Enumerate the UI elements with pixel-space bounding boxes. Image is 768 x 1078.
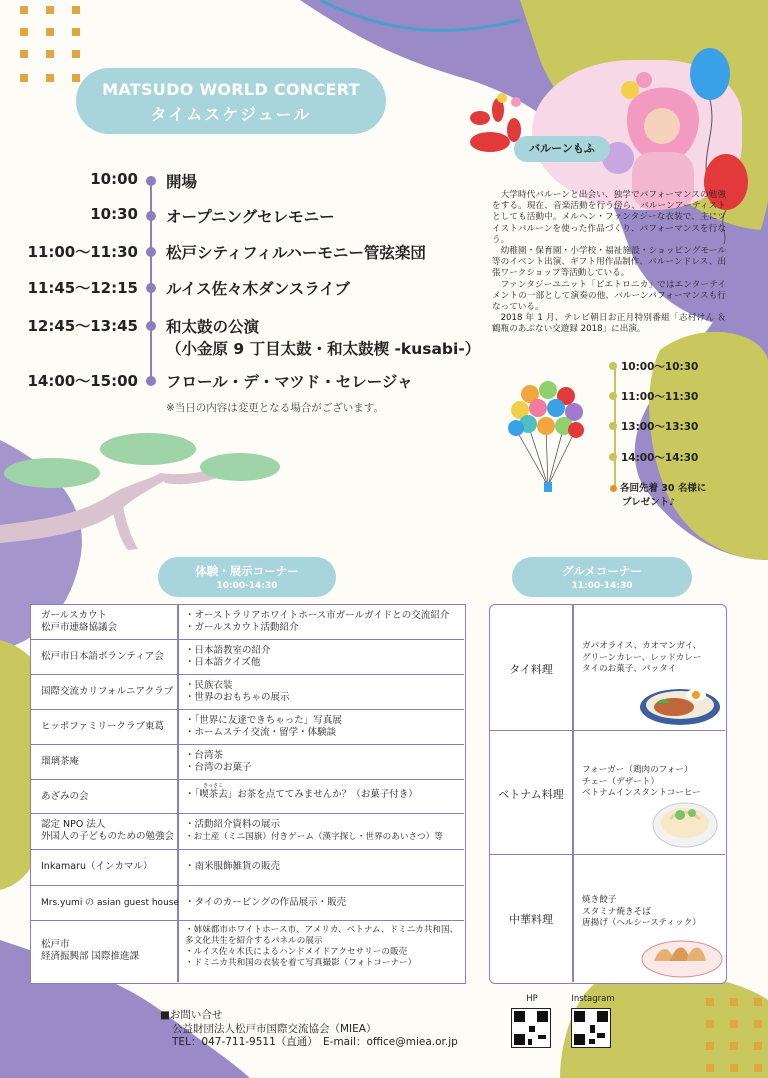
performance-time-dot [609,422,617,430]
performer-desc-paragraph: ファンタジーユニット「ピエトロニカ」ではエンターテイメントの一部として演奏の他、バルーンパフォーマンスも行なっている。 [492,279,726,313]
schedule-title: 和太鼓の公演 [166,318,260,336]
performance-time: 14:00〜14:30 [621,452,699,464]
contact-heading: ■お問い合せ [160,1009,223,1021]
gourmet-time: 11:00-14:30 [571,581,633,591]
schedule-title: フロール・デ・マツド・セレージャ [166,373,413,391]
gyoza-plate-icon [640,935,724,979]
exhibitor-name: Inkamaru（インカマル） [41,861,153,872]
pho-bowl-icon [650,799,720,851]
schedule-dot [146,176,156,186]
table-row [31,886,464,921]
performer-desc-paragraph: 2018 年 1 月、テレビ朝日お正月特別番組「志村けん ＆ 鶴瓶のあぶない交遊録 2018」に出演。 [492,313,726,335]
schedule-time: 14:00〜15:00 [27,372,138,390]
exhibitor-name: Mrs.yumi の asian guest house [41,898,179,908]
schedule-dot [146,321,156,331]
table-row [31,780,464,814]
exhibitor-name: 松戸市日本語ボランティア会 [41,651,164,662]
table-row [31,745,464,780]
schedule-item [0,241,520,265]
cuisine-label: タイ料理 [509,663,553,676]
table-row [490,605,725,731]
instagram-qr-block [571,994,615,1048]
hp-label: HP [526,994,538,1004]
hp-qr-code[interactable] [511,1008,551,1048]
experience-title: 体験・展示コーナー [195,564,299,578]
performer-desc-paragraph: 幼稚園・保育園・小学校・福祉施設・ショッピングモール等のイベント出演、ギフト用作品制作、バルーンドレス、出張ワークショップ等活動している。 [492,246,726,279]
exhibitor-name: 認定 NPO 法人 外国人の子どものための勉強会 [41,819,175,842]
schedule-dot [146,376,156,386]
cuisine-label: ベトナム料理 [498,788,564,801]
schedule-time: 12:45〜13:45 [27,317,138,335]
schedule-item [0,205,520,229]
exhibit-desc: ・姉妹都市ホワイトホース市、アメリカ、ベトナム、ドミニカ共和国、多文化共生を紹介するパネルの展示 ・ルイス佐々木氏によるハンドメイドアクセサリーの販売 ・ドミニカ共和国の衣装を着て写真撮影（フォトコーナー） [185,925,459,968]
gourmet-title: グルメコーナー [562,564,642,578]
exhibit-desc: ・台湾茶 ・台湾のお菓子 [185,750,252,773]
schedule-dot [146,247,156,257]
schedule-time: 11:45〜12:15 [27,279,138,297]
table-row [31,640,464,675]
exhibit-desc: ・南米服飾雑貨の販売 [185,861,281,872]
schedule-item [0,370,520,394]
performance-time-item [609,420,749,434]
schedule-title: オープニングセレモニー [166,208,335,226]
performer-name-label: バルーンもふ [514,136,610,162]
schedule-dot [146,283,156,293]
schedule-item [0,315,520,357]
table-row [31,675,464,710]
exhibit-desc: ・｢世界に友達できちゃった」写真展 ・ホームステイ交流・留学・体験談 [185,715,342,738]
gourmet-section-header [512,557,692,597]
gift-note [610,482,706,510]
schedule-item [0,277,520,301]
exhibitor-name: 国際交流カリフォルニアクラブ [41,686,174,697]
schedule-item [0,170,520,194]
exhibitor-name: ガールスカウト 松戸市連絡協議会 [41,610,118,633]
performance-time: 13:00〜13:30 [621,421,699,433]
cuisine-items: フォーガー（鶏肉のフォー） チェー（デザート） ベトナムインスタントコーヒー [582,765,701,798]
balloon-bunch-icon [506,378,586,498]
performance-time-dot [609,392,617,400]
title-banner [76,68,386,134]
performer-desc-paragraph: 大学時代バルーンと出会い、独学でパフォーマンスの勉強をする。現在、音楽活動を行う傍ら、バルーンアーティストとしても活動中。メルヘン・ファンタジーな衣装で、主にツイストバルーンを使った作品づくり、パフォーマンスを行なう。 [492,190,726,245]
table-row [31,605,464,640]
performer-description [492,190,726,336]
thai-food-icon [638,675,722,727]
experience-table [30,604,466,984]
schedule-note: ※当日の内容は変更となる場合がございます。 [166,402,384,414]
cuisine-items: ガパオライス、カオマンガイ、 グリーンカレー、レッドカレー タイのお菓子、パッタイ [582,641,702,674]
schedule-dot [146,211,156,221]
contact-org: 公益財団法人松戸市国際交流協会（MIEA） [172,1022,377,1035]
performance-time-item [609,390,749,404]
exhibitor-name: あざみの会 [41,791,89,802]
gift-line1: 各回先着 30 名様に [620,483,707,494]
exhibit-desc: ・活動紹介資料の展示 ・お土産（ミニ国旗）付きゲーム（漢字探し・世界のあいさつ）等 [185,819,443,842]
gift-line2: プレゼント♪ [622,497,676,508]
title-en: MATSUDO WORLD CONCERT [102,80,360,99]
performance-time-item [609,451,749,465]
exhibit-desc: ・民族衣装 ・世界のおもちゃの展示 [185,680,290,703]
table-row [31,814,464,850]
bullet-dot-icon [610,485,617,492]
schedule-title: ルイス佐々木ダンスライブ [166,280,350,298]
exhibit-desc: ・タイのカービングの作品展示・販売 [185,897,347,908]
experience-section-header [158,557,336,597]
title-jp: タイムスケジュール [150,105,312,124]
performance-time-item [609,360,749,374]
gourmet-table [489,604,727,984]
cuisine-items: 焼き餃子 スタミナ焼きそば 唐揚げ（ヘルシースティック） [582,895,701,928]
hp-qr-block [511,994,553,1048]
performance-time-dot [609,453,617,461]
exhibit-desc: ・オーストラリアホワイトホース市ガールガイドとの交流紹介 ・ガールスカウト活動紹介 [185,610,450,633]
exhibitor-name: 瑠璃茶庵 [41,756,80,767]
performance-time: 10:00〜10:30 [621,361,699,373]
ruby-text: きっさこ [203,783,224,789]
exhibitor-name: 松戸市 経済振興部 国際推進課 [41,939,140,962]
instagram-qr-code[interactable] [571,1008,611,1048]
contact-tel-email: TEL：047-711-9511（直通） E-mail：office@miea.or.jp [172,1036,458,1048]
exhibitor-name: ヒッポファミリークラブ東葛 [41,721,165,732]
schedule-time: 10:30 [90,205,138,223]
table-row [490,731,725,855]
schedule-title: 松戸シティフィルハーモニー管弦楽団 [166,244,426,262]
performance-time-dot [609,362,617,370]
schedule-time: 10:00 [90,170,138,188]
table-row [31,850,464,886]
cuisine-label: 中華料理 [509,913,553,926]
performance-time: 11:00〜11:30 [621,391,699,403]
exhibit-desc: ・日本語教室の紹介 ・日本語クイズ他 [185,645,271,668]
table-row [490,855,725,982]
table-row [31,710,464,745]
schedule-title-sub: （小金原 9 丁目太鼓・和太鼓楔 -kusabi-） [166,340,481,358]
experience-time: 10:00-14:30 [216,581,278,591]
table-row [31,921,464,982]
pine-tree-illustration [0,425,310,555]
schedule-list [0,170,520,400]
instagram-label: Instagram [571,994,615,1004]
schedule-time: 11:00〜11:30 [27,243,138,261]
schedule-title: 開場 [166,173,198,191]
contact-info [160,1009,458,1050]
exhibit-desc: きっさこ ・「喫茶去」お茶を点ててみませんか？（お菓子付き） [185,783,418,800]
